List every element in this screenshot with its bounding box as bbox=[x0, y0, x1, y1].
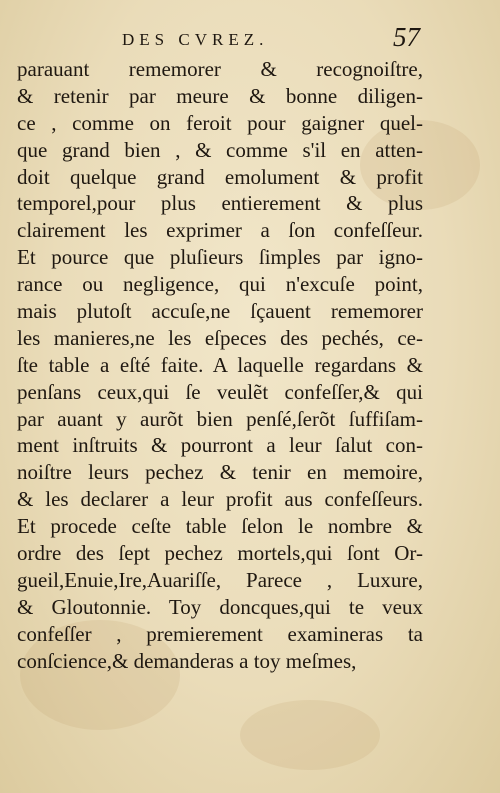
text-line: Et pource que pluſieurs ſimples par igno- bbox=[17, 245, 423, 270]
text-line: Et procede ceſte table ſelon le nombre & bbox=[17, 514, 423, 539]
text-line: que grand bien , & comme s'il en atten- bbox=[17, 137, 423, 162]
text-line: & les declarer a leur profit aus confeſſeurs. bbox=[17, 487, 423, 512]
text-line: par auant y aurõt bien penſé,ſerõt ſuffiſam- bbox=[17, 406, 423, 431]
paper-stain bbox=[240, 700, 380, 770]
text-line: mais plutoſt accuſe,ne ſçauent rememorer bbox=[17, 299, 423, 324]
text-line: gueil,Enuie,Ire,Auariſſe, Parece , Luxure, bbox=[17, 567, 423, 592]
body-text bbox=[17, 56, 423, 674]
text-line: ordre des ſept pechez mortels,qui ſont Or- bbox=[17, 541, 423, 566]
text-line: ſte table a eſté faite. A laquelle regardans & bbox=[17, 352, 423, 377]
text-line: penſans ceux,qui ſe veulẽt confeſſer,& qui bbox=[17, 379, 423, 404]
text-line: conſcience,& demanderas a toy meſmes, bbox=[17, 648, 357, 673]
text-line: rance ou negligence, qui n'excuſe point, bbox=[17, 272, 423, 297]
text-line: les manieres,ne les eſpeces des pechés, ce- bbox=[17, 325, 423, 350]
text-line: noiſtre leurs pechez & tenir en memoire, bbox=[17, 460, 423, 485]
text-line: temporel,pour plus entierement & plus bbox=[17, 191, 423, 216]
text-line: parauant rememorer & recognoiſtre, bbox=[17, 57, 423, 81]
text-line: ce , comme on feroit pour gaigner quel- bbox=[17, 110, 423, 135]
text-line: ment inſtruits & pourront a leur ſalut con- bbox=[17, 433, 423, 458]
page-header bbox=[0, 24, 500, 52]
text-line: clairement les exprimer a ſon confeſſeur. bbox=[17, 218, 423, 243]
running-title: DES CVREZ. bbox=[122, 30, 269, 49]
page-number: 57 bbox=[393, 22, 420, 52]
text-line: confeſſer , premierement examineras ta bbox=[17, 621, 423, 646]
text-line: & retenir par meure & bonne diligen- bbox=[17, 83, 423, 108]
text-line: doit quelque grand emolument & profit bbox=[17, 164, 423, 189]
text-line: & Gloutonnie. Toy doncques,qui te veux bbox=[17, 594, 423, 619]
